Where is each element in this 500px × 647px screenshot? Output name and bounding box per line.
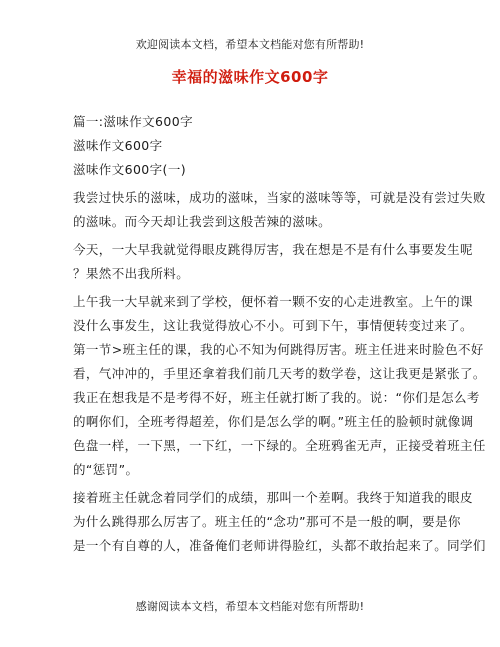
paragraph-line: 没什么事发生，这让我觉得放心不小。可到下午，事情便转变过来了。	[73, 318, 473, 333]
header-note: 欢迎阅读本文档，希望本文档能对您有所帮助!	[135, 38, 365, 51]
section-heading: 篇一:滋味作文600字	[73, 114, 193, 129]
essay-heading: 滋味作文600字	[73, 138, 163, 153]
paragraph-line: 色盘一样，一下黑，一下红，一下绿的。全班鸦雀无声，正接受着班主任	[73, 438, 486, 453]
paragraph-line: 的啊你们，全班考得超差，你们是怎么学的啊。”班主任的脸顿时就像调	[73, 414, 474, 429]
paragraph-line: 今天，一大早我就觉得眼皮跳得厉害，我在想是不是有什么事要发生呢	[73, 242, 473, 257]
paragraph-line: ？果然不出我所料。	[73, 266, 190, 281]
paragraph-line: 接着班主任就念着同学们的成绩，那叫一个差啊。我终于知道我的眼皮	[73, 490, 473, 505]
document-title: 幸福的滋味作文600字	[171, 68, 329, 86]
paragraph-line: 的滋味。而今天却让我尝到这般苦辣的滋味。	[73, 214, 332, 229]
footer-note: 感谢阅读本文档，希望本文档能对您有所帮助!	[135, 600, 365, 613]
document-body	[73, 110, 486, 558]
paragraph-line: 看，气冲冲的，手里还拿着我们前几天考的数学卷，这让我更是紧张了。	[73, 366, 486, 381]
paragraph-line: 我尝过快乐的滋味，成功的滋味，当家的滋味等等，可就是没有尝过失败	[73, 190, 486, 205]
paragraph-line: 上午我一大早就来到了学校，便怀着一颗不安的心走进教室。上午的课	[73, 294, 473, 309]
paragraph-line: 的“惩罚”。	[73, 462, 139, 477]
paragraph-line: 是一个有自尊的人，准备俺们老师讲得脸红，头都不敢抬起来了。同学们	[73, 538, 486, 553]
paragraph-line: 为什么跳得那么厉害了。班主任的“念功”那可不是一般的啊，要是你	[73, 514, 461, 529]
paragraph-line: 我正在想我是不是考得不好，班主任就打断了我的。说：“你们是怎么考	[73, 390, 480, 405]
paragraph-line: 第一节>班主任的课，我的心不知为何跳得厉害。班主任进来时脸色不好	[73, 342, 484, 357]
essay-subheading: 滋味作文600字(一)	[73, 162, 187, 177]
